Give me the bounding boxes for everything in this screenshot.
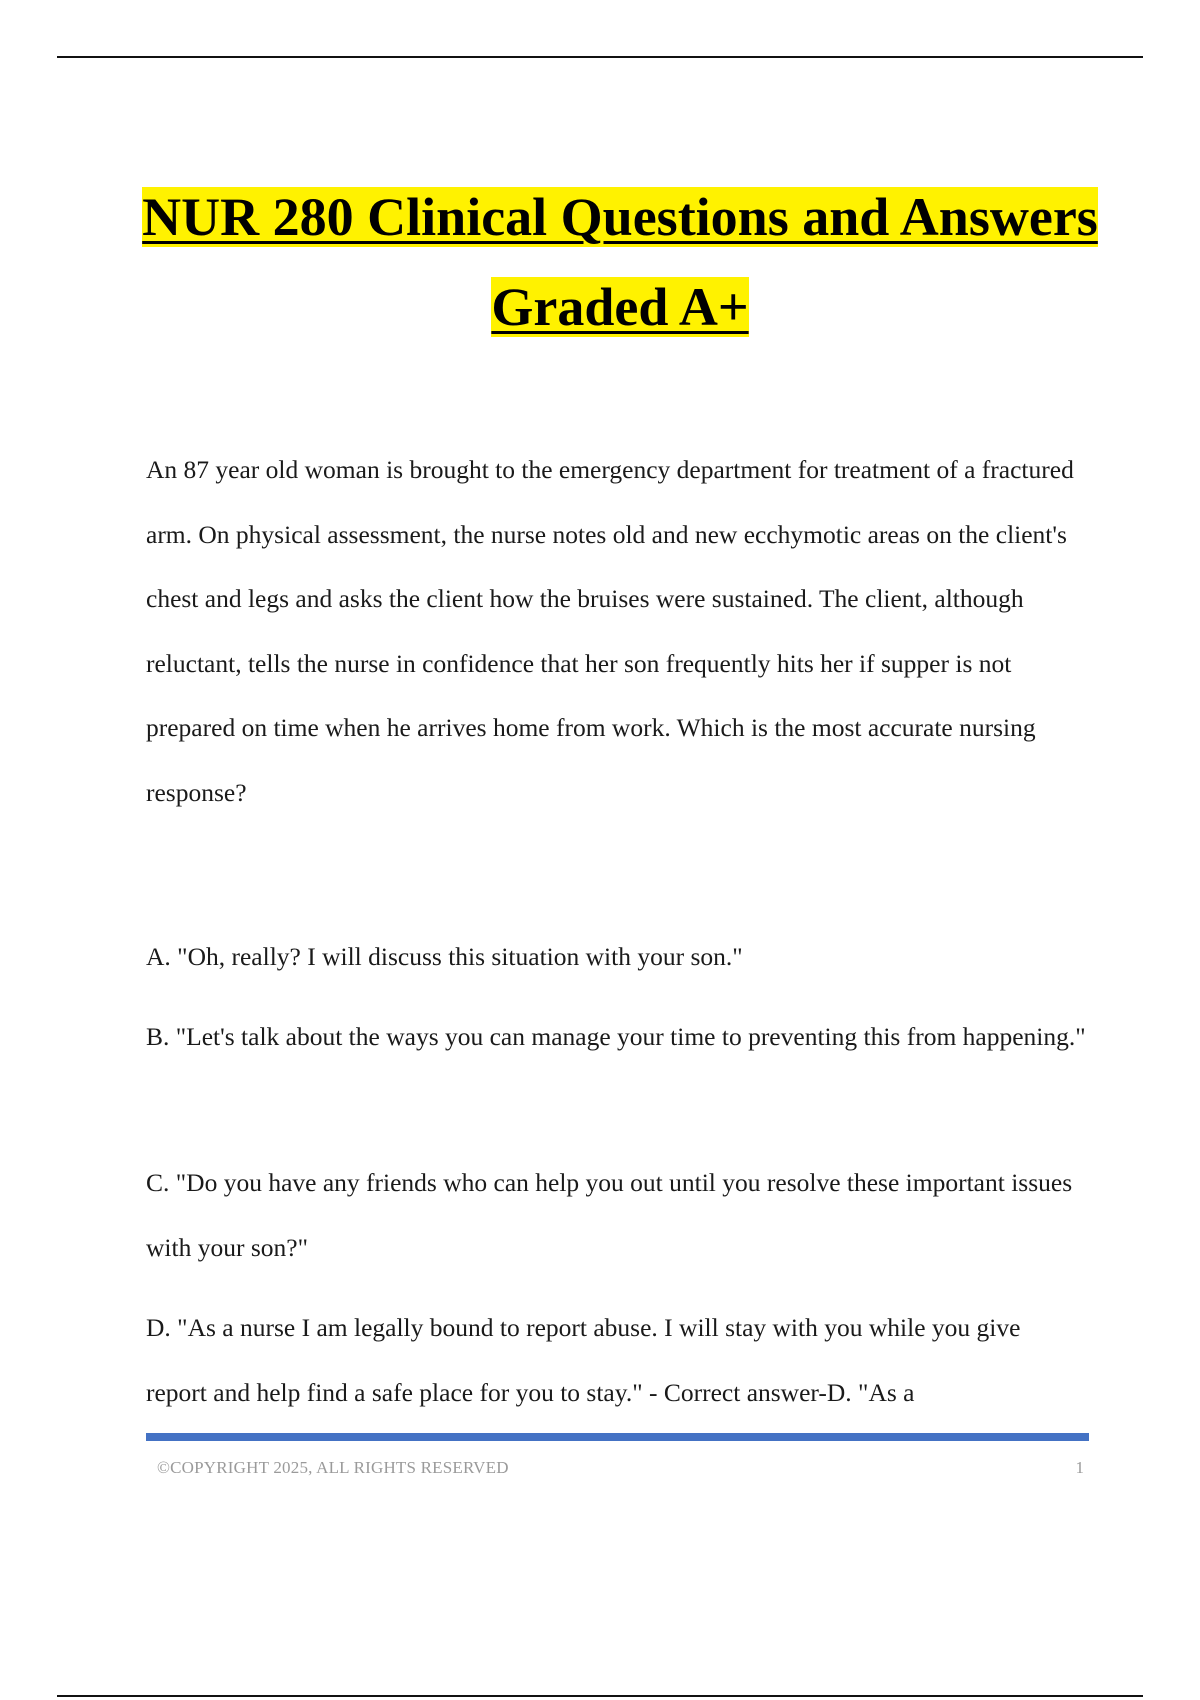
page-number: 1 bbox=[1075, 1458, 1084, 1477]
question-text: An 87 year old woman is brought to the emergency department for treatment of a fractured arm. On physical assessment, the nurse notes old and new ecchymotic areas on the client's chest and legs and asks the client how the bruises were sustained. The client, although reluctant, tells the nurse in confidence that her son frequently hits her if supper is not prepared on time when he arrives home from work. Which is the most accurate nursing response? bbox=[146, 455, 1074, 807]
top-rule bbox=[57, 56, 1143, 58]
option-c: C. "Do you have any friends who can help you out until you resolve these important issues with your son?" bbox=[146, 1168, 1073, 1262]
bottom-rule bbox=[57, 1695, 1143, 1697]
page-title bbox=[100, 172, 1140, 352]
option-b: B. "Let's talk about the ways you can manage your time to preventing this from happening." bbox=[146, 1022, 1086, 1051]
footer-copyright: ©COPYRIGHT 2025, ALL RIGHTS RESERVED bbox=[157, 1458, 509, 1477]
option-a: A. "Oh, really? I will discuss this situation with your son." bbox=[146, 942, 743, 971]
footer-divider bbox=[146, 1433, 1089, 1441]
option-d: D. "As a nurse I am legally bound to report abuse. I will stay with you while you give report and help find a safe place for you to stay." - Correct answer-D. "As a bbox=[146, 1313, 1021, 1407]
title-line-2: Graded A+ bbox=[491, 277, 749, 337]
title-line-1: NUR 280 Clinical Questions and Answers bbox=[142, 187, 1098, 247]
